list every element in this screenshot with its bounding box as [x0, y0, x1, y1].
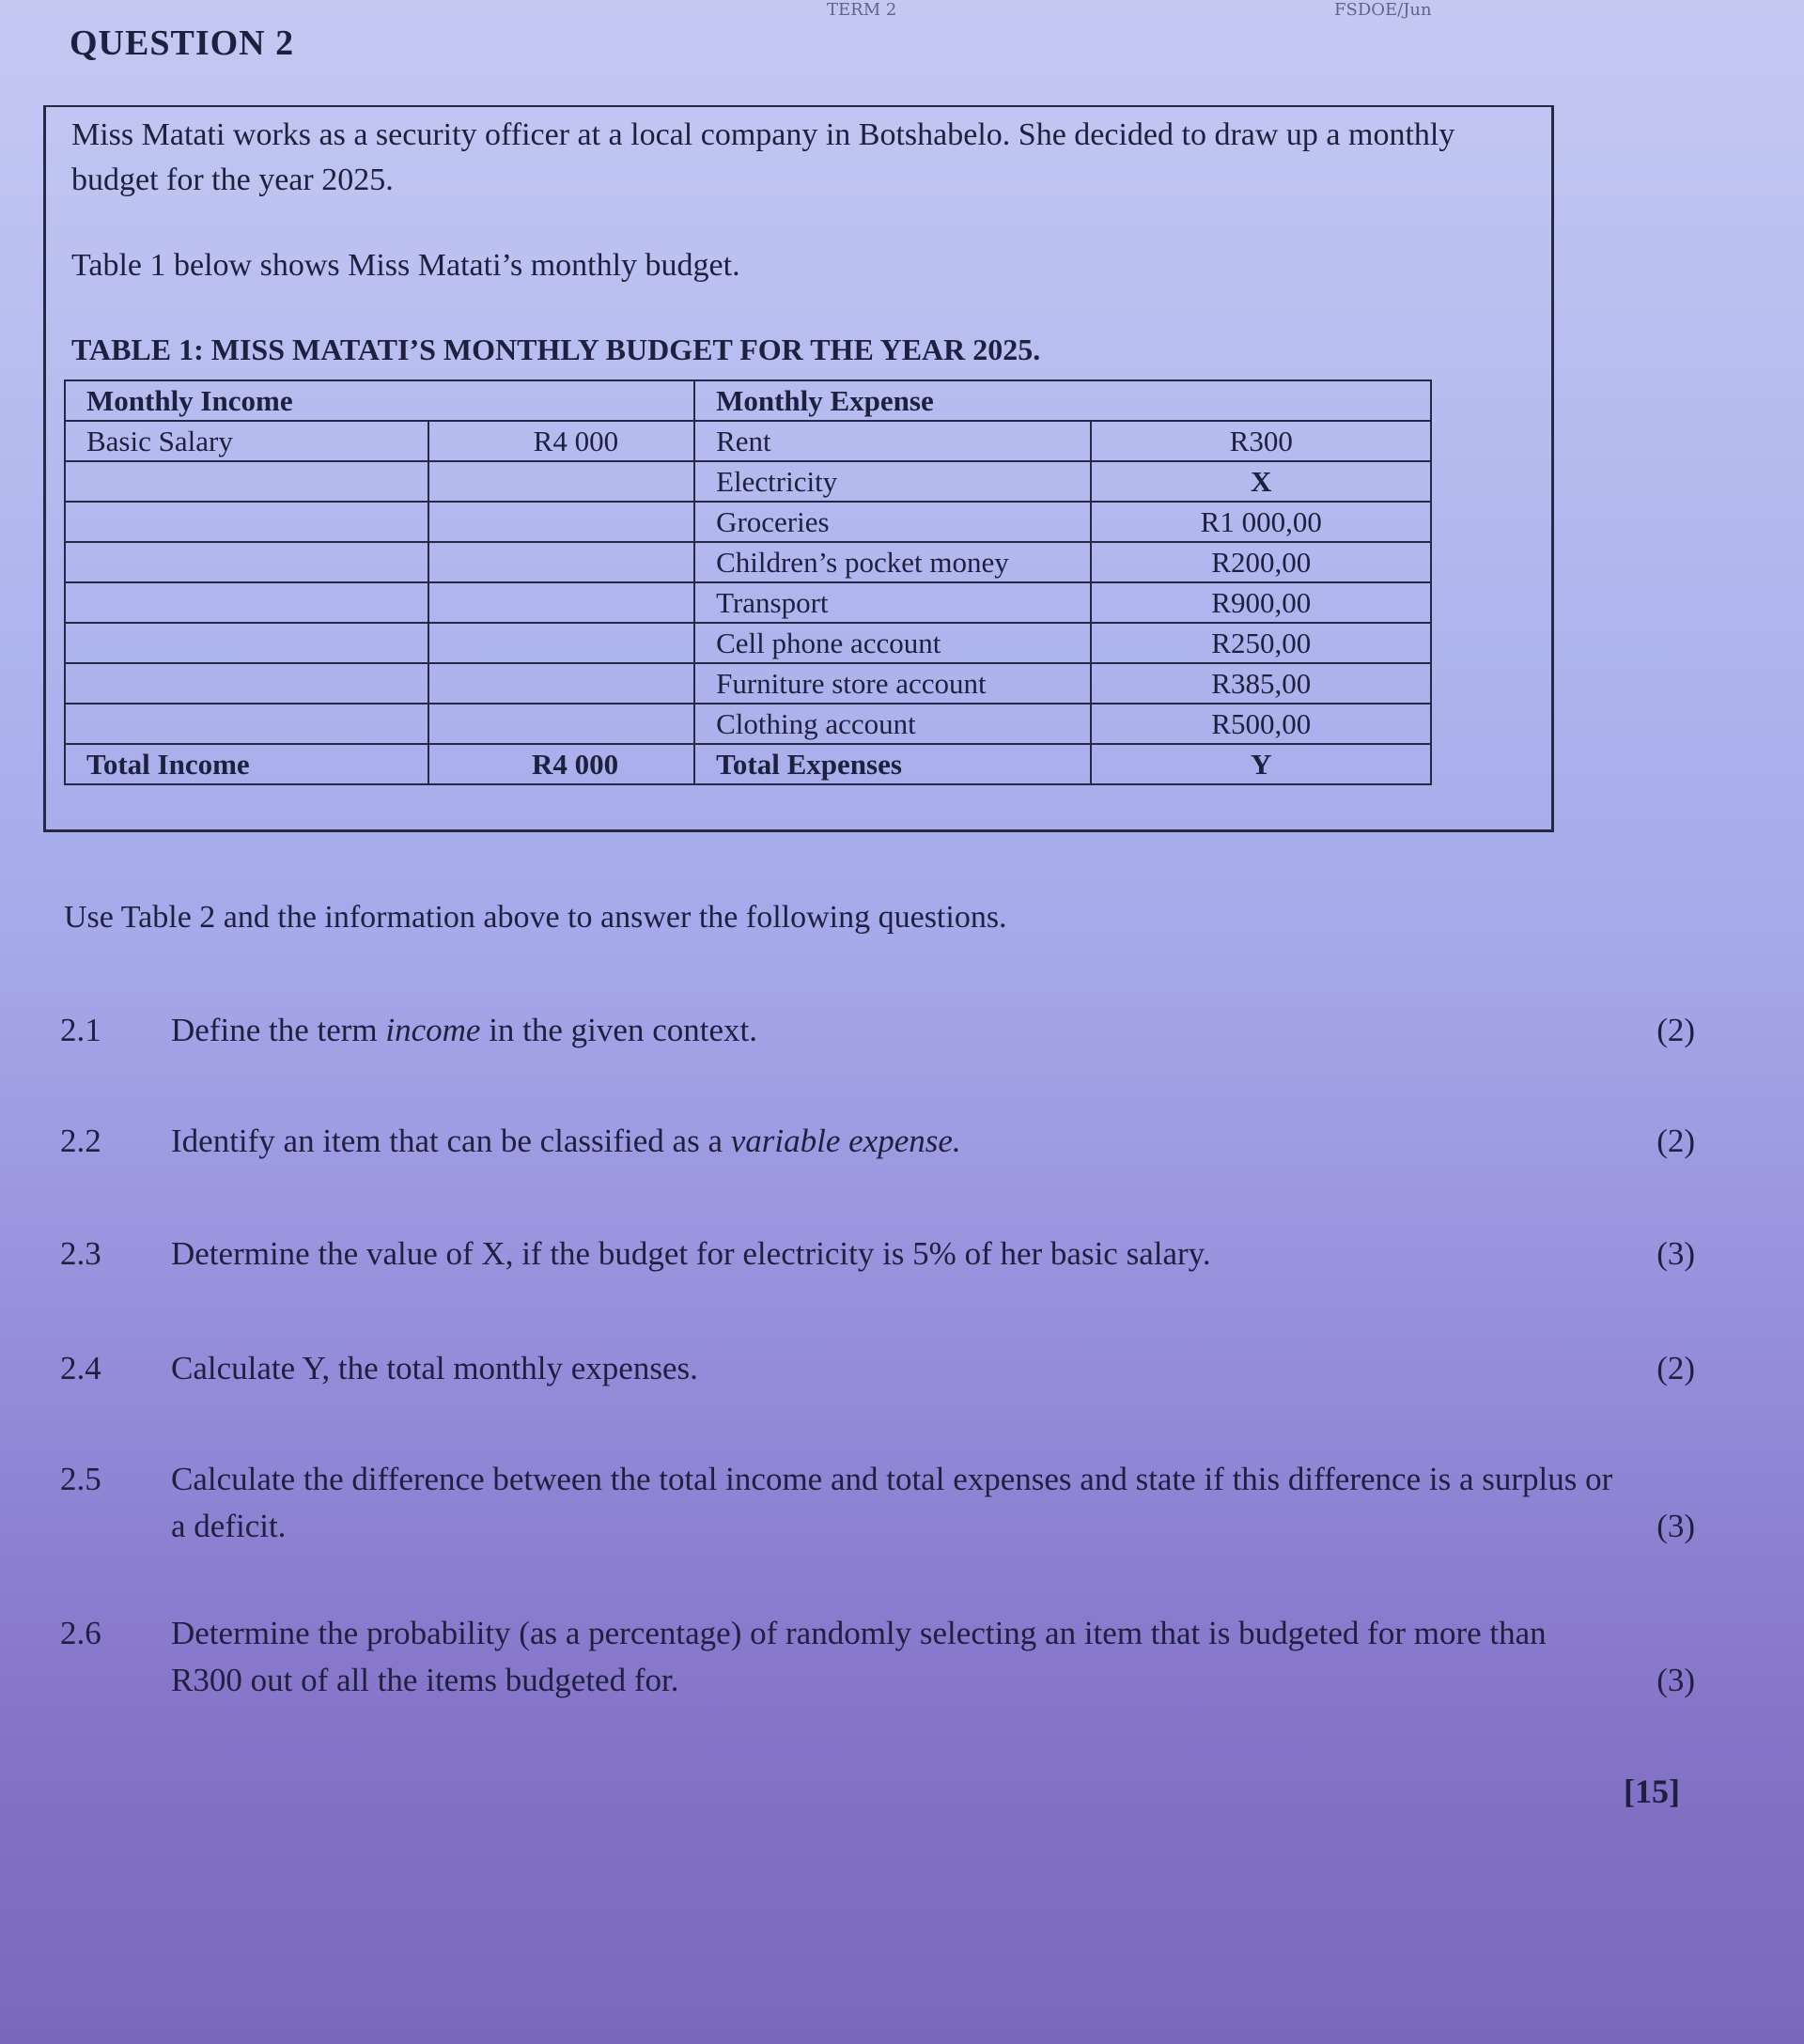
empty-cell [428, 663, 694, 704]
table-row [65, 663, 1431, 704]
income-header: Monthly Income [65, 380, 694, 421]
table-intro-text: Table 1 below shows Miss Matati’s monthly budget. [71, 248, 740, 283]
question-heading: QUESTION 2 [70, 23, 295, 63]
expense-amount: X [1091, 461, 1431, 502]
question-number: 2.3 [60, 1235, 101, 1272]
question-text: Calculate Y, the total monthly expenses. [171, 1350, 698, 1386]
question-emphasis: income [385, 1012, 481, 1048]
question-marks: (3) [1656, 1508, 1695, 1544]
question-marks: (2) [1656, 1123, 1695, 1159]
expense-amount: R300 [1091, 421, 1431, 461]
question-number: 2.5 [60, 1461, 101, 1497]
question-text: Determine the value of X, if the budget for electricity is 5% of her basic salary. [171, 1235, 1211, 1272]
empty-cell [65, 582, 428, 623]
empty-cell [428, 502, 694, 542]
question-number: 2.6 [60, 1615, 101, 1651]
empty-cell [428, 461, 694, 502]
empty-cell [428, 623, 694, 663]
empty-cell [65, 623, 428, 663]
expense-amount: R500,00 [1091, 704, 1431, 744]
total-expense-label: Total Expenses [694, 744, 1091, 784]
total-income-label: Total Income [65, 744, 428, 784]
question-number: 2.2 [60, 1123, 101, 1159]
expense-item: Groceries [694, 502, 1091, 542]
question-text-part: Identify an item that can be classified as a [171, 1123, 731, 1159]
question-marks: (2) [1656, 1350, 1695, 1386]
table-row [65, 744, 1431, 784]
total-expense-value: Y [1091, 744, 1431, 784]
empty-cell [65, 461, 428, 502]
income-amount: R4 000 [428, 421, 694, 461]
question-marks: (3) [1656, 1235, 1695, 1272]
question-marks: (2) [1656, 1012, 1695, 1048]
expense-amount: R1 000,00 [1091, 502, 1431, 542]
table-row [65, 623, 1431, 663]
question-emphasis: variable expense. [730, 1123, 961, 1159]
expense-amount: R200,00 [1091, 542, 1431, 582]
header-fragment-right: FSDOE/Jun [1334, 0, 1432, 20]
question-number: 2.4 [60, 1350, 101, 1386]
empty-cell [65, 502, 428, 542]
table-row [65, 380, 1431, 421]
question-text: Determine the probability (as a percentage) of randomly selecting an item that is budgeted for more than R300 out of all the items budgeted for. [171, 1615, 1547, 1698]
expense-header: Monthly Expense [694, 380, 1431, 421]
expense-amount: R900,00 [1091, 582, 1431, 623]
empty-cell [428, 704, 694, 744]
budget-table [64, 379, 1432, 785]
table-row [65, 502, 1431, 542]
empty-cell [65, 542, 428, 582]
question-text [171, 1007, 1618, 1054]
question-number: 2.1 [60, 1012, 101, 1048]
question-marks: (3) [1656, 1662, 1695, 1698]
table-row [65, 582, 1431, 623]
empty-cell [428, 542, 694, 582]
expense-amount: R385,00 [1091, 663, 1431, 704]
income-item: Basic Salary [65, 421, 428, 461]
question-text [171, 1118, 1618, 1165]
expense-item: Children’s pocket money [694, 542, 1091, 582]
table-row [65, 421, 1431, 461]
case-intro-text: Miss Matati works as a security officer at a local company in Botshabelo. She decided to draw up a monthly budget for the year 2025. [71, 117, 1455, 197]
expense-item: Transport [694, 582, 1091, 623]
expense-amount: R250,00 [1091, 623, 1431, 663]
total-marks: [15] [1624, 1773, 1680, 1810]
empty-cell [65, 704, 428, 744]
table-row [65, 461, 1431, 502]
table-row [65, 542, 1431, 582]
expense-item: Furniture store account [694, 663, 1091, 704]
total-income-value: R4 000 [428, 744, 694, 784]
empty-cell [65, 663, 428, 704]
question-text-part: in the given context. [480, 1012, 757, 1048]
empty-cell [428, 582, 694, 623]
header-fragment-left: TERM 2 [827, 0, 897, 20]
expense-item: Clothing account [694, 704, 1091, 744]
expense-item: Electricity [694, 461, 1091, 502]
question-text-part: Define the term [171, 1012, 386, 1048]
expense-item: Cell phone account [694, 623, 1091, 663]
table-row [65, 704, 1431, 744]
table-title: TABLE 1: MISS MATATI’S MONTHLY BUDGET FOR THE YEAR 2025. [71, 333, 1041, 366]
expense-item: Rent [694, 421, 1091, 461]
instruction-text: Use Table 2 and the information above to answer the following questions. [64, 900, 1007, 935]
question-text: Calculate the difference between the total income and total expenses and state if this difference is a surplus or a deficit. [171, 1461, 1613, 1544]
